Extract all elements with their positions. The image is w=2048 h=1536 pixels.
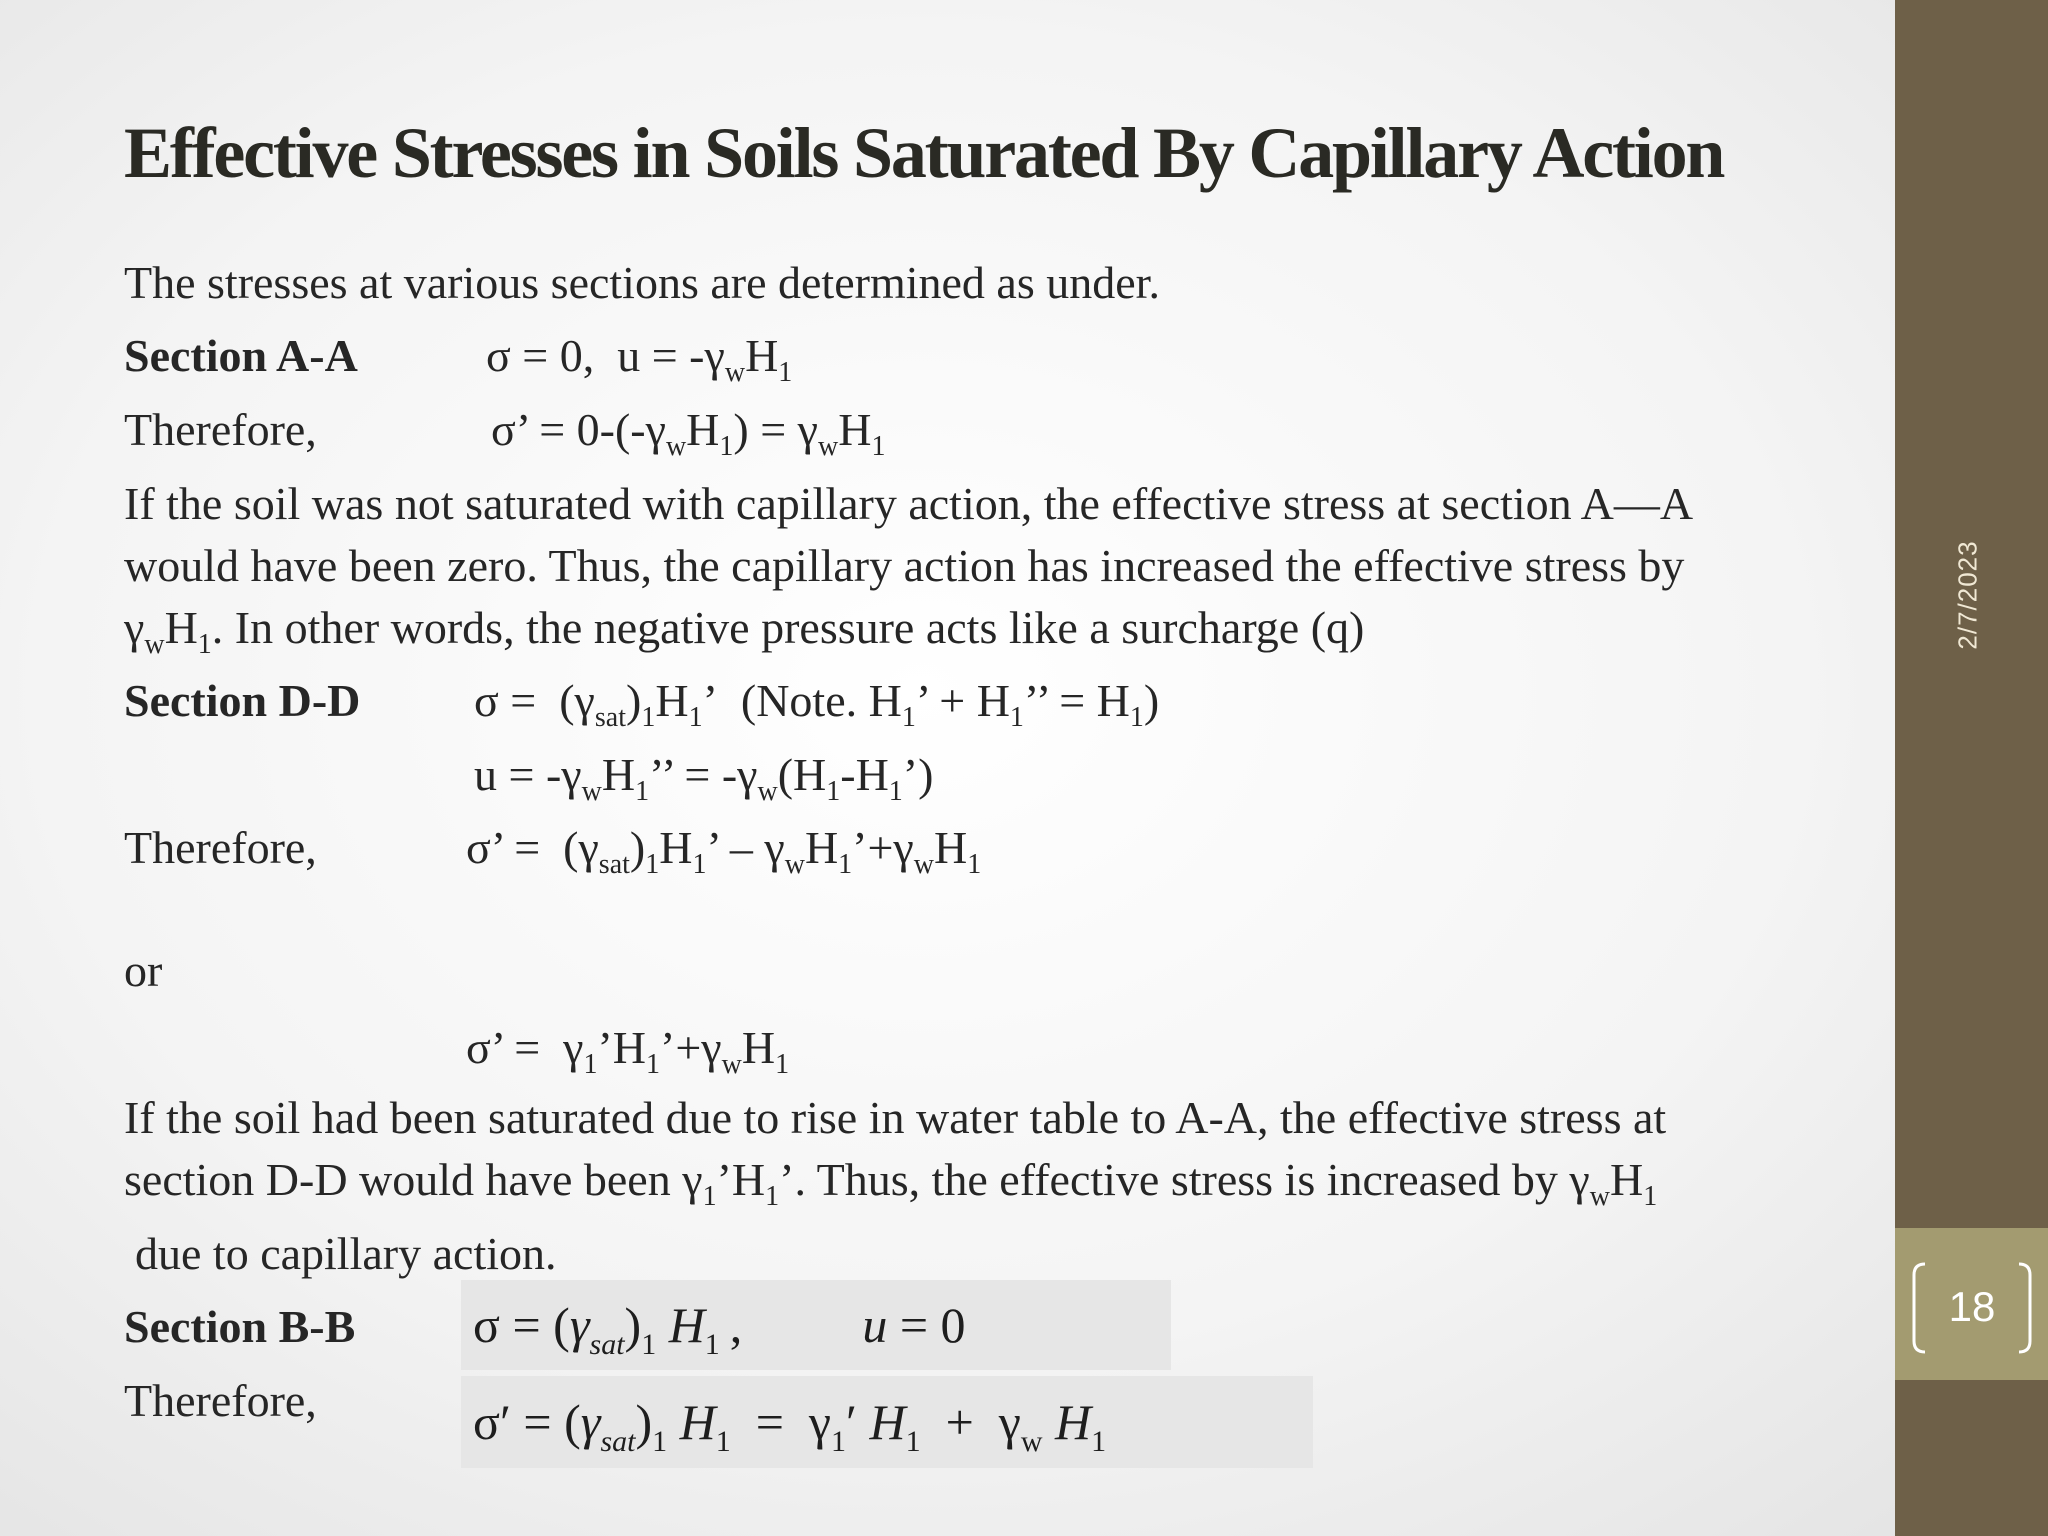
paragraph-2-line-1: If the soil had been saturated due to rise in water table to A-A, the effective stress at xyxy=(124,1092,1667,1143)
intro-text: The stresses at various sections are determined as under. xyxy=(124,257,1160,308)
section-dd-pore-pressure-equation: $u = -\gamma_wH_1$’’ = $-\gamma_w(H_1-H_1’)$ xyxy=(474,749,934,807)
section-dd-label: Section D-D xyxy=(124,675,361,726)
paragraph-1-line-3-text: . In other words, the negative pressure acts like a surcharge (q) xyxy=(211,602,1365,653)
paragraph-2-line-2: section D-D would have been $\gamma_1’H_1$’. Thus, the effective stress is increased by $\gamma_wH_1$ xyxy=(124,1154,1658,1212)
section-dd-effective-equation: σ’ = $(\gamma_{sat})_1H_1$’ – $\gamma_wH_1’+\gamma_wH_1$ xyxy=(466,822,982,880)
paragraph-2-line-2-mid: . Thus, the effective stress is increased by xyxy=(794,1154,1570,1205)
paragraph-1-line-3: $\gamma_wH_1$. In other words, the negative pressure acts like a surcharge (q) xyxy=(124,602,1365,660)
section-aa-effective-equation: σ’ = $0-(-\gamma_wH_1) = \gamma_wH_1$ xyxy=(491,404,886,462)
therefore-label: Therefore, xyxy=(124,404,317,455)
section-bb-equation-image: $\sigma = (\gamma_{sat})_1$ $H_1$ , u = 0 xyxy=(461,1280,1171,1370)
page-number: 18 xyxy=(1948,1283,1996,1330)
section-aa-equation: σ = 0, $u = -\gamma_wH_1$ xyxy=(486,330,793,388)
therefore-label: Therefore, xyxy=(124,1375,317,1426)
paragraph-1-line-1: If the soil was not saturated with capillary action, the effective stress at section A—A xyxy=(124,478,1694,529)
slide-title: Effective Stresses in Soils Saturated By Capillary Action xyxy=(124,113,1724,193)
section-bb-effective-equation-image: $\sigma' = (\gamma_{sat})_1$ $H_1 = \gamma_1'$ $H_1 + \gamma_w$ $H_1$ xyxy=(461,1376,1313,1468)
section-aa-label: Section A-A xyxy=(124,330,358,381)
paragraph-2-line-3: due to capillary action. xyxy=(135,1228,557,1279)
section-dd-alternate-equation: σ’ = $\gamma_1’H_1’+\gamma_wH_1$ xyxy=(466,1022,790,1080)
paragraph-1-line-2: would have been zero. Thus, the capillary action has increased the effective stress by xyxy=(124,540,1685,591)
section-dd-sigma-equation: $\sigma = (\gamma_{sat})_1H_1$’ (Note. $H_1$’ + $H_1$’’ = $H_1$) xyxy=(474,675,1160,733)
slide-date: 2/7/2023 xyxy=(1952,540,1983,650)
therefore-label: Therefore, xyxy=(124,822,317,873)
or-label: or xyxy=(124,945,163,996)
section-bb-label: Section B-B xyxy=(124,1301,356,1352)
paragraph-2-line-2-head: section D-D would have been xyxy=(124,1154,683,1205)
